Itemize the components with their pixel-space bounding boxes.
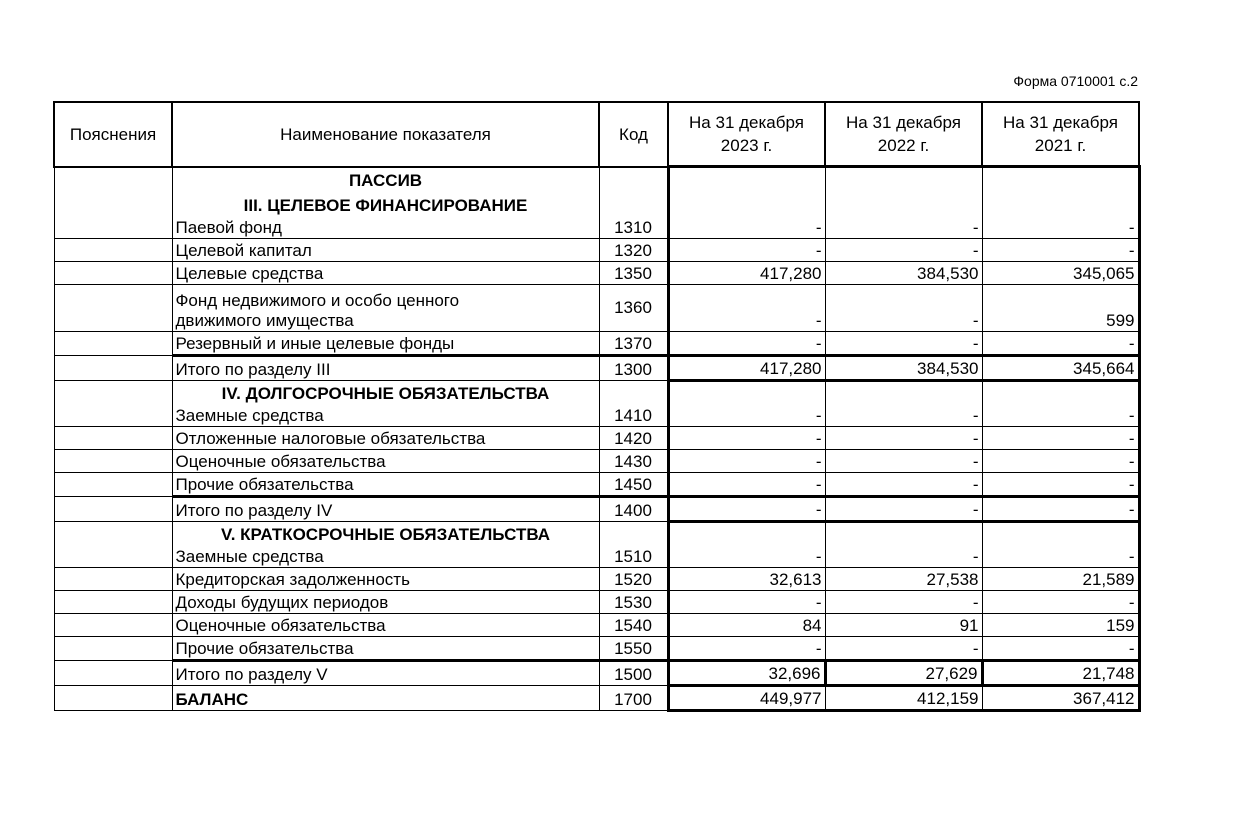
value-2022: 384,530 [825, 261, 982, 284]
table-row [54, 216, 1139, 239]
subtotal-row [54, 355, 1139, 380]
table-row [54, 404, 1139, 427]
header-code: Код [599, 102, 668, 167]
value-2023: - [668, 426, 825, 449]
value-2021: - [982, 496, 1139, 521]
row-code: 1410 [599, 404, 668, 427]
table-row [54, 590, 1139, 613]
row-name: Резервный и иные целевые фонды [172, 331, 599, 355]
value-2023: - [668, 449, 825, 472]
header-2023-line2: 2023 г. [720, 136, 773, 155]
row-code: 1370 [599, 331, 668, 355]
value-2022: 91 [825, 613, 982, 636]
value-2022: - [825, 426, 982, 449]
value-2021: 159 [982, 613, 1139, 636]
row-name [172, 284, 599, 331]
value-2022: - [825, 216, 982, 239]
form-reference: Форма 0710001 с.2 [1013, 73, 1138, 89]
section-4-heading-row [54, 380, 1139, 404]
header-2022-line1: На 31 декабря [846, 113, 961, 132]
row-name: Оценочные обязательства [172, 449, 599, 472]
value-2023: - [668, 238, 825, 261]
value-2023: - [668, 331, 825, 355]
row-name: Заемные средства [172, 545, 599, 568]
table-row [54, 472, 1139, 496]
value-2022: - [825, 331, 982, 355]
table-row [54, 331, 1139, 355]
value-2022: - [825, 404, 982, 427]
value-2021: - [982, 545, 1139, 568]
section-5-title: V. КРАТКОСРОЧНЫЕ ОБЯЗАТЕЛЬСТВА [172, 521, 599, 545]
header-2022-line2: 2022 г. [877, 136, 930, 155]
balance-total-row [54, 685, 1139, 710]
value-2021: - [982, 331, 1139, 355]
header-notes: Пояснения [54, 102, 172, 167]
value-2021: 367,412 [982, 685, 1139, 710]
subtotal-row [54, 660, 1139, 685]
value-2021: - [982, 216, 1139, 239]
value-2022: - [825, 496, 982, 521]
section-3-title: III. ЦЕЛЕВОЕ ФИНАНСИРОВАНИЕ [172, 194, 599, 216]
row-code: 1520 [599, 567, 668, 590]
row-name: Доходы будущих периодов [172, 590, 599, 613]
value-2022: 412,159 [825, 685, 982, 710]
value-2023: - [668, 404, 825, 427]
row-code: 1420 [599, 426, 668, 449]
table-row [54, 284, 1139, 331]
table-row [54, 449, 1139, 472]
row-code: 1360 [599, 284, 668, 331]
table-row [54, 613, 1139, 636]
header-2021-line1: На 31 декабря [1003, 113, 1118, 132]
row-code: 1530 [599, 590, 668, 613]
value-2022: - [825, 284, 982, 331]
value-2023: - [668, 636, 825, 660]
value-2023: - [668, 545, 825, 568]
row-name: Оценочные обязательства [172, 613, 599, 636]
value-2022: - [825, 590, 982, 613]
liabilities-title-row [54, 167, 1139, 194]
value-2022: 27,538 [825, 567, 982, 590]
row-name: Заемные средства [172, 404, 599, 427]
header-2022 [825, 102, 982, 167]
row-name: Итого по разделу III [172, 355, 599, 380]
table-row [54, 636, 1139, 660]
table-row [54, 426, 1139, 449]
header-2023 [668, 102, 825, 167]
row-name: Итого по разделу V [172, 660, 599, 685]
value-2021: 345,065 [982, 261, 1139, 284]
row-name: Кредиторская задолженность [172, 567, 599, 590]
liabilities-title: ПАССИВ [172, 167, 599, 194]
value-2021: - [982, 590, 1139, 613]
value-2023: 32,613 [668, 567, 825, 590]
table-row [54, 567, 1139, 590]
header-row [54, 102, 1139, 167]
value-2023: 449,977 [668, 685, 825, 710]
section-3-heading-row [54, 194, 1139, 216]
subtotal-row [54, 496, 1139, 521]
row-name-line1: Фонд недвижимого и особо ценного [175, 290, 460, 310]
value-2021: - [982, 636, 1139, 660]
value-2022: 27,629 [825, 660, 982, 685]
value-2021: 345,664 [982, 355, 1139, 380]
table-row [54, 238, 1139, 261]
value-2022: - [825, 238, 982, 261]
value-2023: 417,280 [668, 261, 825, 284]
value-2023: 84 [668, 613, 825, 636]
table-row [54, 545, 1139, 568]
value-2021: - [982, 449, 1139, 472]
row-name: Паевой фонд [172, 216, 599, 239]
row-code: 1400 [599, 496, 668, 521]
value-2021: - [982, 472, 1139, 496]
header-2021-line2: 2021 г. [1034, 136, 1087, 155]
balance-sheet-table [53, 101, 1141, 712]
row-code: 1550 [599, 636, 668, 660]
row-name-line2: движимого имущества [175, 310, 354, 330]
header-2021 [982, 102, 1139, 167]
value-2022: 384,530 [825, 355, 982, 380]
value-2023: - [668, 216, 825, 239]
row-name: Прочие обязательства [172, 636, 599, 660]
value-2022: - [825, 472, 982, 496]
row-code: 1310 [599, 216, 668, 239]
value-2021: 21,748 [982, 660, 1139, 685]
row-code: 1700 [599, 685, 668, 710]
header-name: Наименование показателя [172, 102, 599, 167]
row-name: Прочие обязательства [172, 472, 599, 496]
row-name: Целевые средства [172, 261, 599, 284]
row-name: Целевой капитал [172, 238, 599, 261]
value-2023: - [668, 590, 825, 613]
table-row [54, 261, 1139, 284]
header-2023-line1: На 31 декабря [689, 113, 804, 132]
row-name: Итого по разделу IV [172, 496, 599, 521]
row-name: Отложенные налоговые обязательства [172, 426, 599, 449]
row-code: 1450 [599, 472, 668, 496]
row-code: 1300 [599, 355, 668, 380]
section-5-heading-row [54, 521, 1139, 545]
value-2021: - [982, 238, 1139, 261]
value-2023: - [668, 284, 825, 331]
value-2022: - [825, 449, 982, 472]
row-name: БАЛАНС [172, 685, 599, 710]
value-2021: - [982, 426, 1139, 449]
value-2021: - [982, 404, 1139, 427]
value-2023: - [668, 472, 825, 496]
section-4-title: IV. ДОЛГОСРОЧНЫЕ ОБЯЗАТЕЛЬСТВА [172, 380, 599, 404]
row-code: 1500 [599, 660, 668, 685]
value-2023: - [668, 496, 825, 521]
row-code: 1430 [599, 449, 668, 472]
value-2022: - [825, 545, 982, 568]
value-2023: 32,696 [668, 660, 825, 685]
row-code: 1540 [599, 613, 668, 636]
value-2023: 417,280 [668, 355, 825, 380]
row-code: 1510 [599, 545, 668, 568]
value-2021: 21,589 [982, 567, 1139, 590]
value-2021: 599 [982, 284, 1139, 331]
value-2022: - [825, 636, 982, 660]
row-code: 1350 [599, 261, 668, 284]
row-code: 1320 [599, 238, 668, 261]
